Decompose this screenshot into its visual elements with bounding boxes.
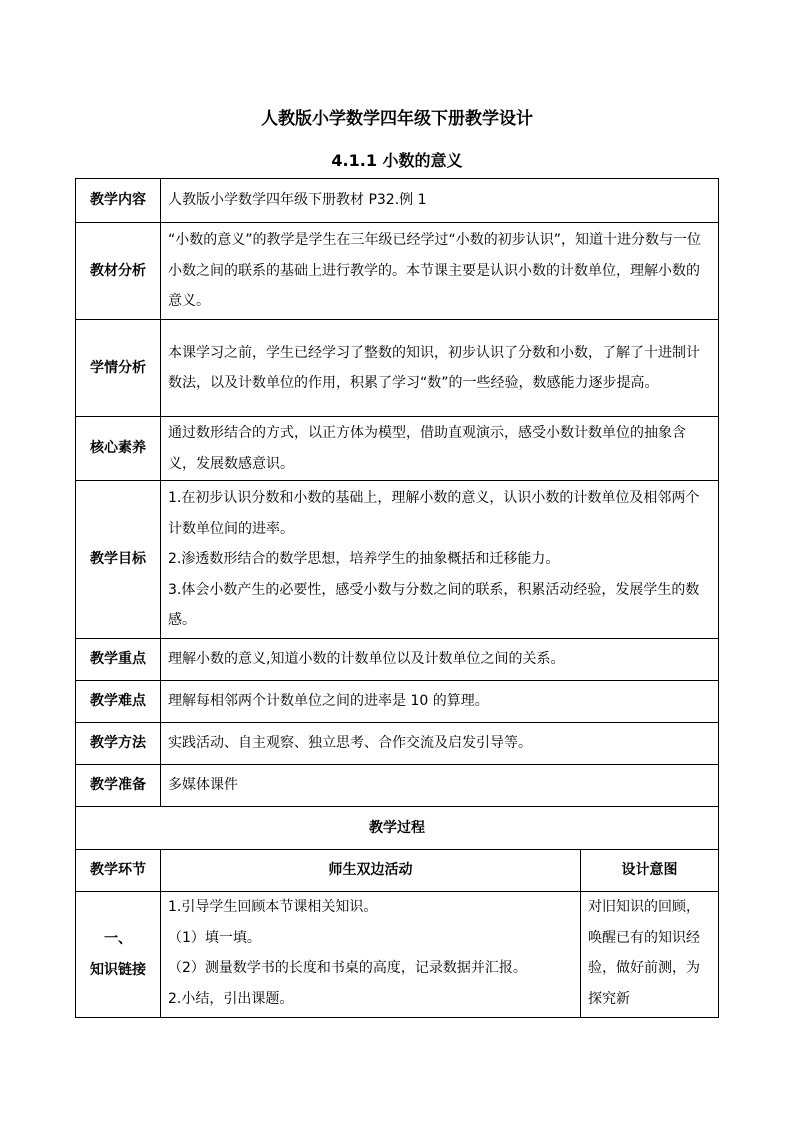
- row-label: 教学方法: [76, 723, 161, 765]
- row-label: 学情分析: [76, 320, 161, 417]
- stage-name: 知识链接: [90, 961, 146, 978]
- row-label: 教学内容: [76, 179, 161, 223]
- table-row: [76, 179, 719, 223]
- content-line: 理解每相邻两个计数单位之间的进率是 10 的算理。: [168, 693, 489, 710]
- content-line: 理解小数的意义,知道小数的计数单位以及计数单位之间的关系。: [168, 651, 565, 668]
- row-label: 教学重点: [76, 639, 161, 681]
- row-content: [161, 723, 719, 765]
- table-row: [76, 807, 719, 850]
- content-line: 多媒体课件: [168, 777, 238, 794]
- stage-number: 一、: [104, 931, 132, 947]
- intent-cell: [581, 892, 719, 1018]
- content-line: 本课学习之前，学生已经学习了整数的知识，初步认识了分数和小数，了解了十进制计数法，以及计数单位的作用，积累了学习“数”的一些经验，数感能力逐步提高。: [168, 344, 700, 391]
- content-line: 3.体会小数产生的必要性，感受小数与分数之间的联系，积累活动经验，发展学生的数感。: [168, 581, 700, 629]
- table-header-row: [76, 850, 719, 892]
- row-content: [161, 320, 719, 417]
- header-intent: 设计意图: [581, 850, 719, 892]
- table-row: [76, 681, 719, 723]
- document-title: 人教版小学数学四年级下册教学设计: [261, 109, 533, 129]
- table-row: [76, 223, 719, 320]
- row-label: 教学难点: [76, 681, 161, 723]
- table-row: [76, 481, 719, 639]
- activity-line: （2）测量数学书的长度和书桌的高度，记录数据并汇报。: [168, 960, 527, 976]
- content-line: 2.渗透数形结合的数学思想，培养学生的抽象概括和迁移能力。: [168, 551, 560, 568]
- table-row: [76, 639, 719, 681]
- table-row: [76, 892, 719, 1018]
- table-row: [76, 723, 719, 765]
- activity-line: 2.小结，引出课题。: [168, 990, 294, 1007]
- row-label: 核心素养: [76, 417, 161, 481]
- content-line: 1.在初步认识分数和小数的基础上，理解小数的意义，认识小数的计数单位及相邻两个计数单位间的进率。: [168, 490, 700, 537]
- row-label: 教学准备: [76, 765, 161, 807]
- table-row: [76, 320, 719, 417]
- row-content: [161, 223, 719, 320]
- content-line: 人教版小学数学四年级下册教材 P32.例 1: [168, 192, 427, 209]
- table-row: [76, 417, 719, 481]
- activity-line: 1.引导学生回顾本节课相关知识。: [168, 899, 378, 915]
- row-content: [161, 417, 719, 481]
- lesson-title: 4.1.1 小数的意义: [331, 151, 463, 170]
- table-row: [76, 765, 719, 807]
- stage-cell: [76, 892, 161, 1018]
- content-line: “小数的意义”的教学是学生在三年级已经学过“小数的初步认识”，知道十进分数与一位小数之间的联系的基础上进行教学的。本节课主要是认识小数的计数单位，理解小数的意义。: [168, 232, 702, 310]
- process-title: 教学过程: [76, 807, 719, 850]
- row-content: [161, 179, 719, 223]
- content-line: 实践活动、自主观察、独立思考、合作交流及启发引导等。: [168, 735, 532, 752]
- activity-cell: [161, 892, 581, 1018]
- header-activity: 师生双边活动: [161, 850, 581, 892]
- intent-text: 对旧知识的回顾，唤醒已有的知识经验，做好前测，为探究新: [588, 899, 700, 1007]
- lesson-plan-table: [75, 178, 719, 1018]
- header-stage: 教学环节: [76, 850, 161, 892]
- row-content: [161, 639, 719, 681]
- activity-line: （1）填一填。: [168, 929, 261, 946]
- row-label: 教材分析: [76, 223, 161, 320]
- row-content: [161, 481, 719, 639]
- row-content: [161, 681, 719, 723]
- row-content: [161, 765, 719, 807]
- content-line: 通过数形结合的方式，以正方体为模型，借助直观演示，感受小数计数单位的抽象含义，发展数感意识。: [168, 425, 686, 472]
- row-label: 教学目标: [76, 481, 161, 639]
